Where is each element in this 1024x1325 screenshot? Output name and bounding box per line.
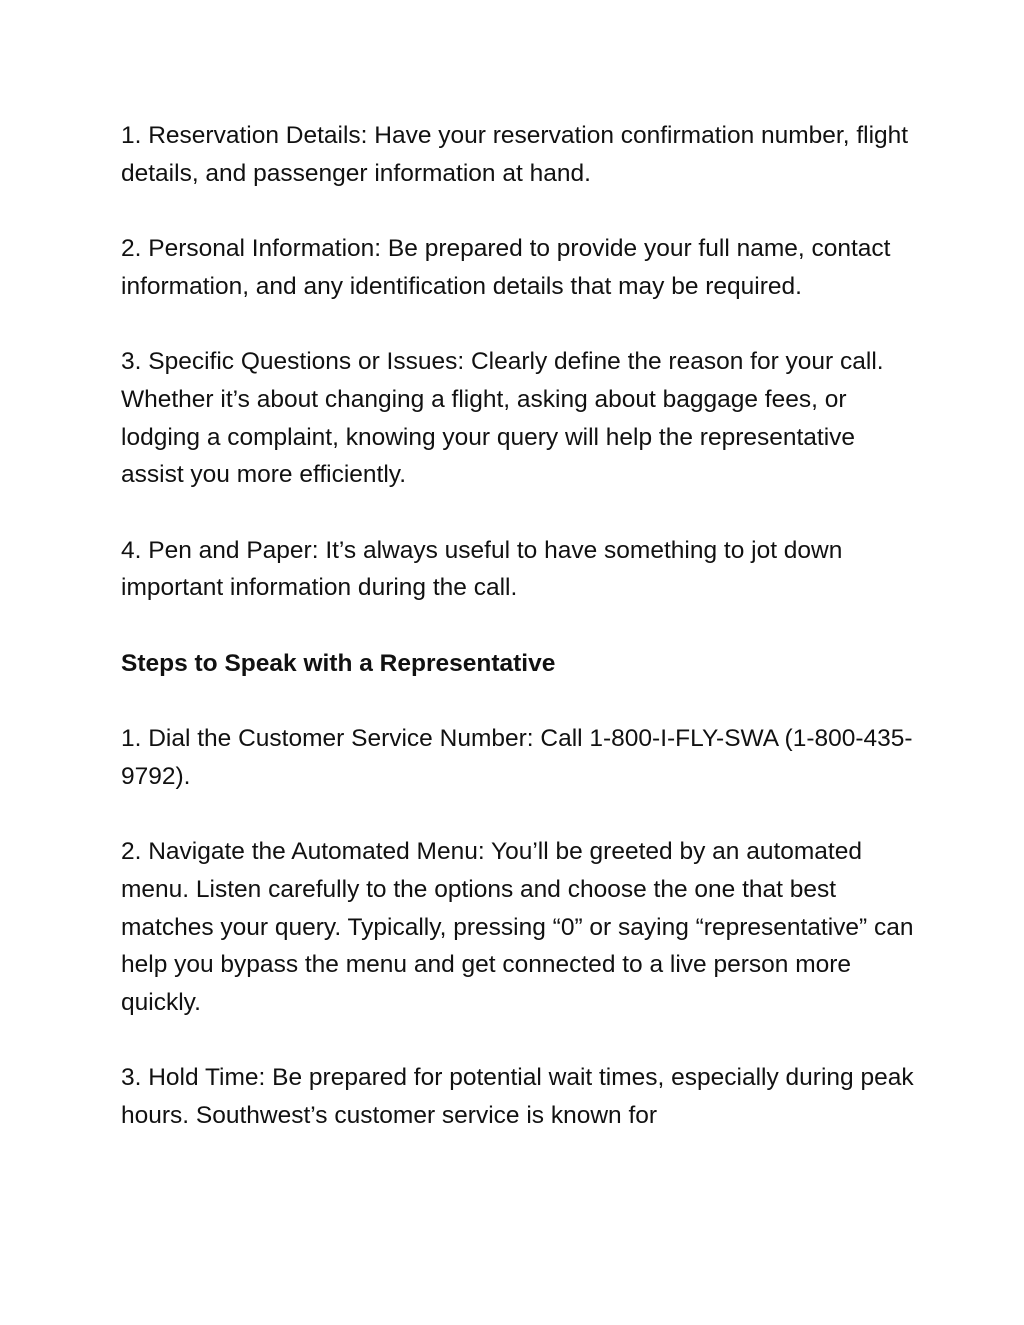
section-heading-steps: Steps to Speak with a Representative (121, 649, 556, 677)
step-hold-time: 3. Hold Time: Be prepared for potential wait times, especially during peak hours. Southwest’s customer service is known for (121, 1064, 914, 1130)
step-dial-number: 1. Dial the Customer Service Number: Call 1-800-I-FLY-SWA (1-800-435-9792). (121, 725, 913, 790)
prep-item-pen-and-paper: 4. Pen and Paper: It’s always useful to have something to jot down important information during the call. (121, 536, 843, 602)
prep-item-specific-questions: 3. Specific Questions or Issues: Clearly define the reason for your call. Whether it’s about changing a flight, asking about baggage fees, or lodging a complaint, knowing your query will help the representative assist you more efficiently. (121, 348, 884, 489)
prep-item-personal-information: 2. Personal Information: Be prepared to provide your full name, contact information, and any identification details that may be required. (121, 235, 891, 300)
prep-item-reservation-details: 1. Reservation Details: Have your reservation confirmation number, flight details, and passenger information at hand. (121, 122, 909, 187)
document-page (121, 117, 921, 1173)
step-navigate-menu: 2. Navigate the Automated Menu: You’ll be greeted by an automated menu. Listen carefully to the options and choose the one that best matches your query. Typically, pressing “0” or saying “representative” can help you bypass the menu and get connected to a live person more quickly. (121, 838, 914, 1017)
